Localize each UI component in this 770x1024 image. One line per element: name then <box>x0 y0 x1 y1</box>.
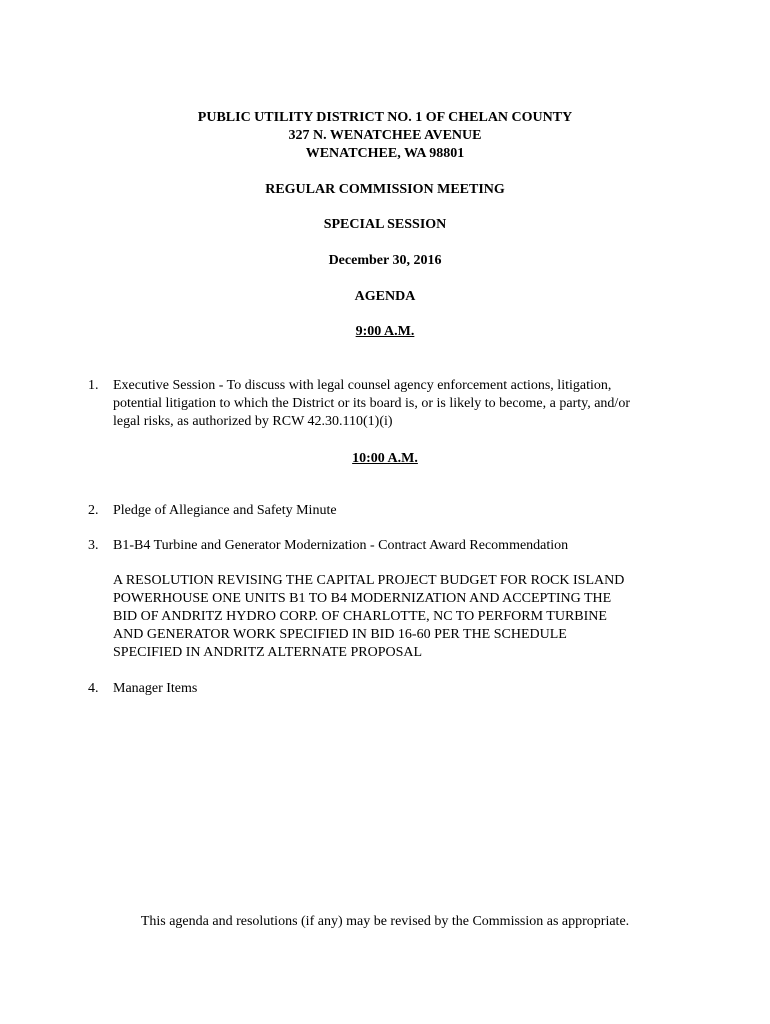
item-1-line-1: Executive Session - To discuss with legal counsel agency enforcement actions, litigation, <box>113 378 612 393</box>
time-heading-first: 9:00 A.M. <box>355 324 415 339</box>
item-3-resolution <box>113 572 673 662</box>
item-1-line-3: legal risks, as authorized by RCW 42.30.110(1)(i) <box>113 414 393 429</box>
resolution-line-2: POWERHOUSE ONE UNITS B1 TO B4 MODERNIZATION AND ACCEPTING THE <box>113 591 612 606</box>
org-name: PUBLIC UTILITY DISTRICT NO. 1 OF CHELAN COUNTY <box>197 110 573 125</box>
org-city-state-zip: WENATCHEE, WA 98801 <box>305 146 465 161</box>
item-3-text: B1-B4 Turbine and Generator Modernization - Contract Award Recommendation <box>113 538 569 553</box>
item-3-number: 3. <box>88 538 99 553</box>
item-1-line-2: potential litigation to which the District or its board is, or is likely to become, a party, and/or <box>113 396 630 411</box>
resolution-line-4: AND GENERATOR WORK SPECIFIED IN BID 16-60 PER THE SCHEDULE <box>113 627 567 642</box>
org-street-address: 327 N. WENATCHEE AVENUE <box>288 128 482 143</box>
time-heading-second-row <box>0 450 770 468</box>
item-2-number: 2. <box>88 503 99 518</box>
resolution-line-5: SPECIFIED IN ANDRITZ ALTERNATE PROPOSAL <box>113 645 423 660</box>
item-1-text <box>113 377 673 431</box>
session-type: SPECIAL SESSION <box>323 217 447 232</box>
resolution-line-3: BID OF ANDRITZ HYDRO CORP. OF CHARLOTTE, NC TO PERFORM TURBINE <box>113 609 607 624</box>
time-heading-second: 10:00 A.M. <box>352 451 418 466</box>
item-1-number: 1. <box>88 378 99 393</box>
meeting-type: REGULAR COMMISSION MEETING <box>265 182 505 197</box>
time-heading-first-row <box>0 323 770 341</box>
document-title: AGENDA <box>354 289 416 304</box>
item-4-text: Manager Items <box>113 681 198 696</box>
item-2-text: Pledge of Allegiance and Safety Minute <box>113 503 337 518</box>
meeting-date: December 30, 2016 <box>328 253 442 268</box>
item-4-number: 4. <box>88 681 99 696</box>
footer-note: This agenda and resolutions (if any) may be revised by the Commission as appropriate. <box>140 914 630 929</box>
resolution-line-1: A RESOLUTION REVISING THE CAPITAL PROJECT BUDGET FOR ROCK ISLAND <box>113 573 625 588</box>
